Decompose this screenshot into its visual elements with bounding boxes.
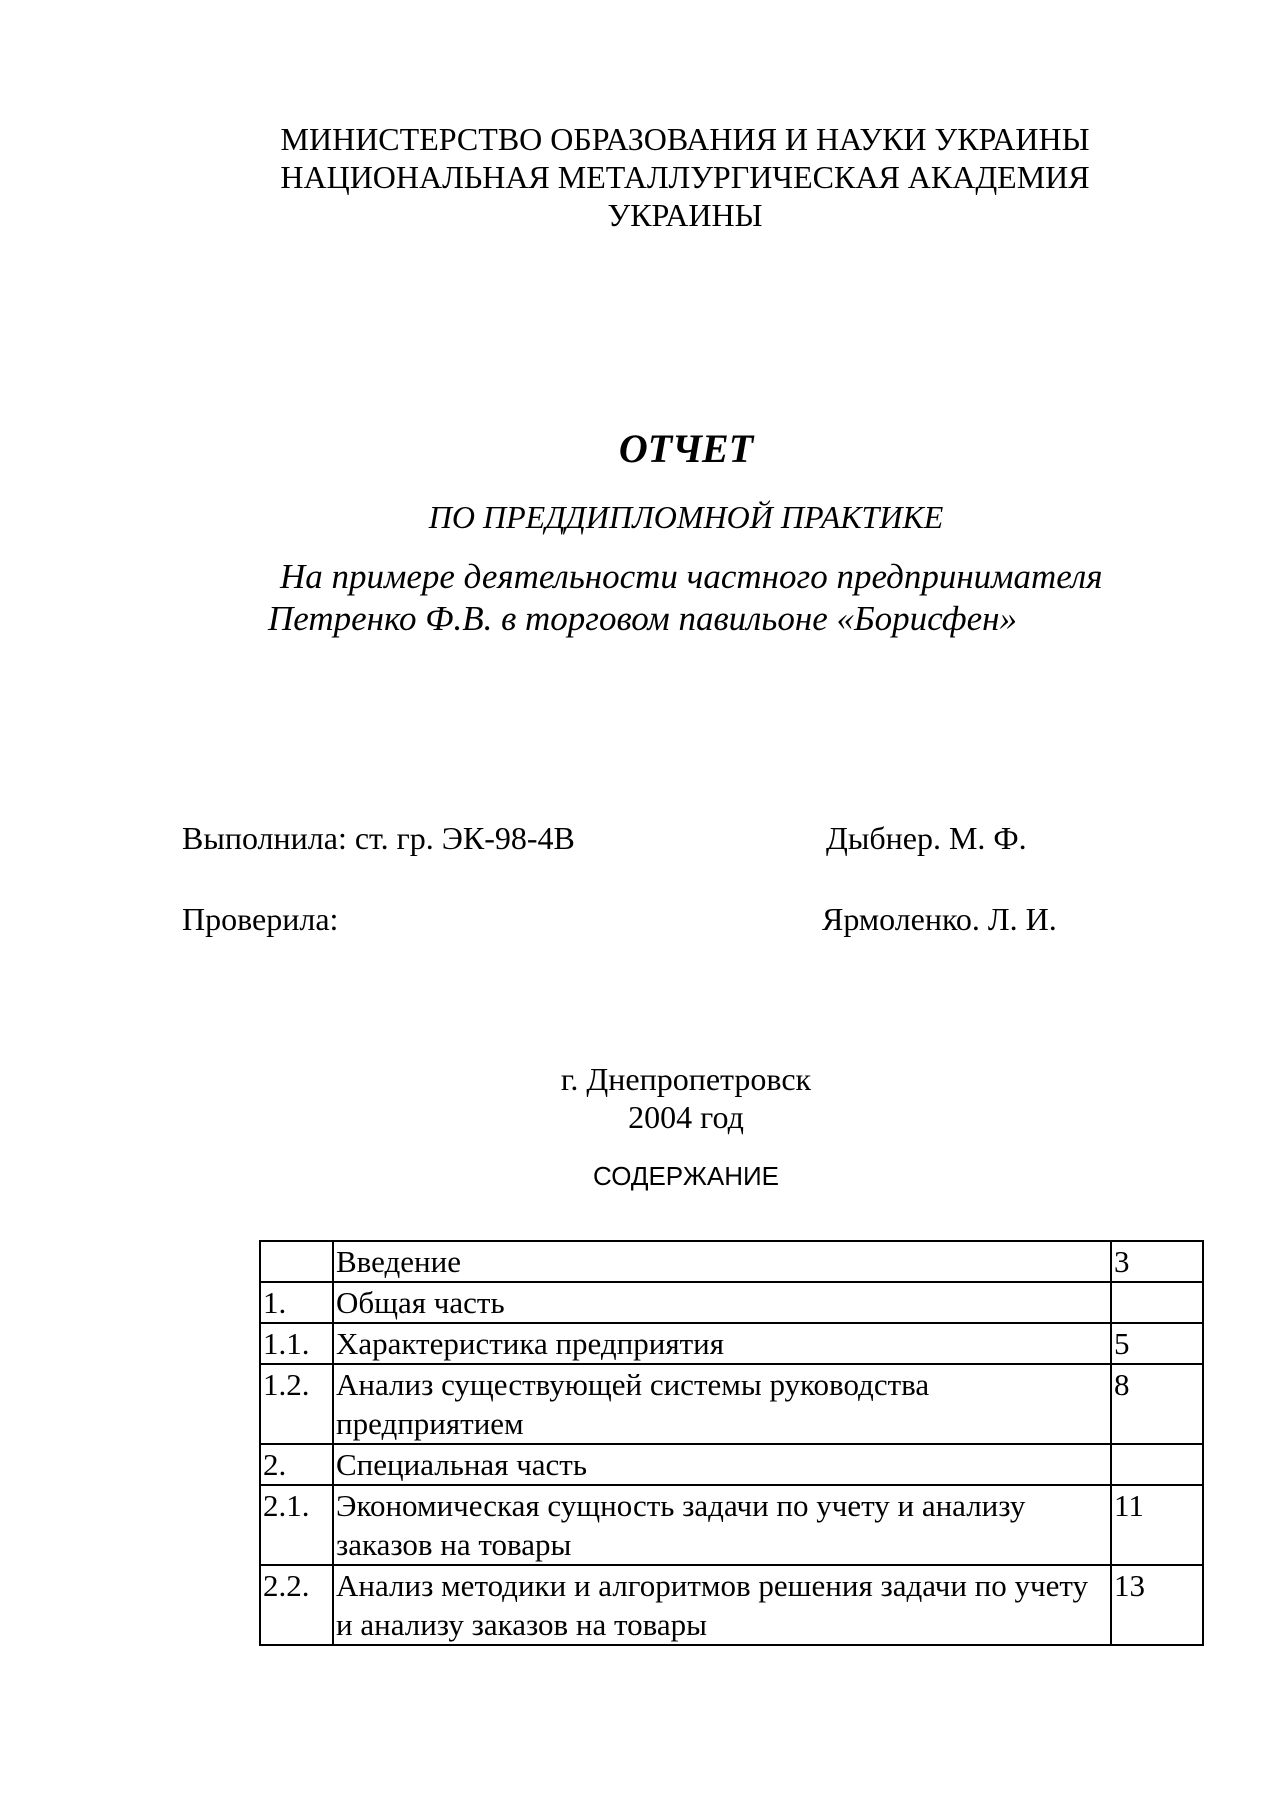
report-subtitle: ПО ПРЕДДИПЛОМНОЙ ПРАКТИКЕ [428, 499, 944, 535]
topic-line-1: На примере деятельности частного предпринимателя [280, 557, 1103, 596]
table-row [260, 1282, 1203, 1323]
row-number: 2. [260, 1444, 333, 1485]
table-row [260, 1364, 1203, 1444]
table-row [260, 1241, 1203, 1282]
row-page: 8 [1111, 1364, 1203, 1444]
contents-title: СОДЕРЖАНИЕ [592, 1161, 779, 1191]
topic-line-2: Петренко Ф.В. в торговом павильоне «Борисфен» [268, 599, 1018, 638]
row-title: Анализ методики и алгоритмов решения задачи по учету и анализу заказов на товары [333, 1565, 1111, 1645]
ministry-line-2: НАЦИОНАЛЬНАЯ МЕТАЛЛУРГИЧЕСКАЯ АКАДЕМИЯ [280, 159, 1090, 195]
row-number: 2.2. [260, 1565, 333, 1645]
row-number: 1.1. [260, 1323, 333, 1364]
checked-label: Проверила: [182, 901, 339, 937]
row-page: 5 [1111, 1323, 1203, 1364]
performed-label: Выполнила: ст. гр. ЭК-98-4В [182, 820, 575, 856]
report-title: ОТЧЕТ [618, 426, 754, 471]
city-year-block [0, 1060, 1280, 1136]
table-row [260, 1485, 1203, 1565]
row-title: Специальная часть [333, 1444, 1111, 1485]
table-row [260, 1323, 1203, 1364]
row-title: Общая часть [333, 1282, 1111, 1323]
row-number: 2.1. [260, 1485, 333, 1565]
contents-table [259, 1240, 1204, 1646]
row-number: 1.2. [260, 1364, 333, 1444]
row-number [260, 1241, 333, 1282]
table-row [260, 1565, 1203, 1645]
row-title: Характеристика предприятия [333, 1323, 1111, 1364]
ministry-line-3: УКРАИНЫ [607, 197, 763, 233]
table-row [260, 1444, 1203, 1485]
row-page [1111, 1444, 1203, 1485]
year: 2004 год [628, 1099, 744, 1135]
performed-name: Дыбнер. М. Ф. [826, 820, 1027, 856]
row-page: 13 [1111, 1565, 1203, 1645]
ministry-header [230, 120, 1140, 234]
row-title: Анализ существующей системы руководства предприятием [333, 1364, 1111, 1444]
row-number: 1. [260, 1282, 333, 1323]
row-page [1111, 1282, 1203, 1323]
city: г. Днепропетровск [560, 1061, 812, 1097]
row-page: 3 [1111, 1241, 1203, 1282]
row-title: Введение [333, 1241, 1111, 1282]
ministry-line-1: МИНИСТЕРСТВО ОБРАЗОВАНИЯ И НАУКИ УКРАИНЫ [280, 121, 1090, 157]
row-page: 11 [1111, 1485, 1203, 1565]
row-title: Экономическая сущность задачи по учету и анализу заказов на товары [333, 1485, 1111, 1565]
checked-name: Ярмоленко. Л. И. [822, 901, 1057, 937]
